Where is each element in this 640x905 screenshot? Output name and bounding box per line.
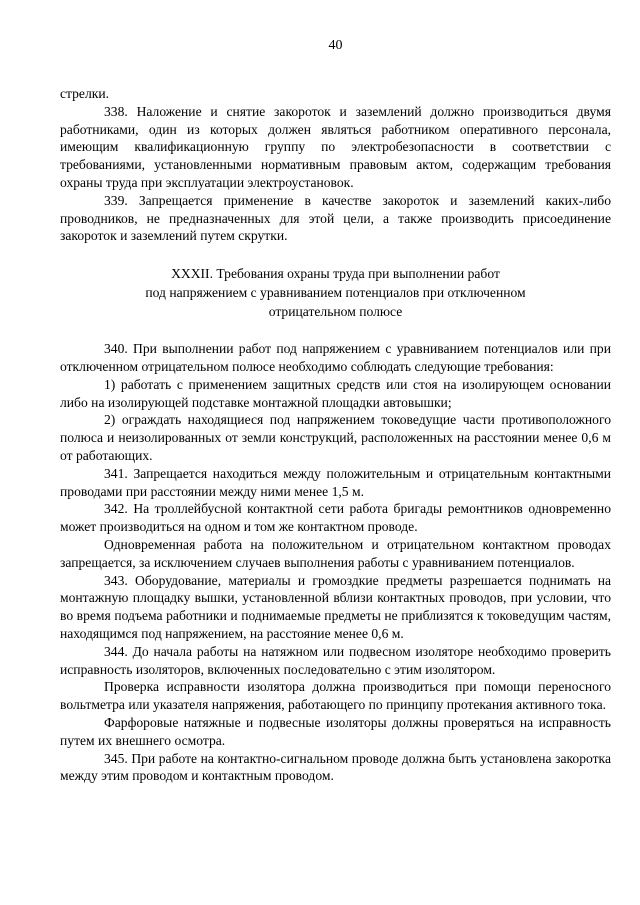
paragraph-345: 345. При работе на контактно-сигнальном проводе должна быть установлена закоротка между этим проводом и контактным проводом.	[60, 750, 611, 784]
section-title-line-3: отрицательном полюсе	[268, 304, 403, 320]
paragraph-344-porcelain: Фарфоровые натяжные и подвесные изоляторы должны проверяться на исправность путем их внешнего осмотра.	[60, 714, 611, 748]
section-title-line-2: под напряжением с уравниванием потенциалов при отключенном	[145, 285, 526, 301]
paragraph-342: 342. На троллейбусной контактной сети работа бригады ремонтников одновременно может производиться на одном и том же контактном проводе.	[60, 501, 611, 535]
section-title	[60, 264, 611, 321]
paragraph-343: 343. Оборудование, материалы и громоздкие предметы разрешается поднимать на монтажную площадку вышки, установленной вблизи контактных проводов, при условии, что во время подъема работники и поднимаемые предметы не приблизятся к токоведущим частям, находящимся под напряжением, на расстояние менее 0,6 м.	[60, 572, 611, 641]
paragraph-344: 344. До начала работы на натяжном или подвесном изоляторе необходимо проверить исправность изоляторов, включенных последовательно с этим изолятором.	[60, 643, 611, 677]
document-body	[60, 85, 611, 785]
paragraph-340-item-2: 2) ограждать находящиеся под напряжением токоведущие части противоположного полюса и неизолированных от земли конструкций, расположенных на расстоянии менее 0,6 м от работающих.	[60, 412, 611, 463]
paragraph-342-cont: Одновременная работа на положительном и отрицательном контактном проводах запрещается, за исключением случаев выполнения работы с уравниванием потенциалов.	[60, 536, 611, 570]
paragraph-339: 339. Запрещается применение в качестве закороток и заземлений каких-либо проводников, не предназначенных для этой цели, а также производить присоединение закороток и заземлений путем скрутки.	[60, 192, 611, 244]
paragraph-continuation: стрелки.	[60, 86, 110, 101]
section-title-line-1: XXXII. Требования охраны труда при выполнении работ	[171, 266, 500, 282]
paragraph-340: 340. При выполнении работ под напряжением с уравниванием потенциалов или при отключенном отрицательном полюсе необходимо соблюдать следующие требования:	[60, 341, 611, 374]
paragraph-340-item-1: 1) работать с применением защитных средств или стоя на изолирующем основании либо на изолирующей подставке монтажной площадки автовышки;	[60, 376, 611, 410]
paragraph-344-check: Проверка исправности изолятора должна производиться при помощи переносного вольтметра или указателя напряжения, работающего по принципу протекания активного тока.	[60, 679, 611, 713]
page-number: 40	[328, 38, 343, 53]
paragraph-338: 338. Наложение и снятие закороток и заземлений должно производиться двумя работниками, один из которых должен являться работником оперативного персонала, имеющим квалификационную группу по электробезопасности в соответствии с требованиями, установленными нормативным правовым актом, содержащим требования охраны труда при эксплуатации электроустановок.	[60, 103, 611, 190]
paragraph-341: 341. Запрещается находиться между положительным и отрицательным контактными проводами при расстоянии между ними менее 1,5 м.	[60, 465, 611, 499]
